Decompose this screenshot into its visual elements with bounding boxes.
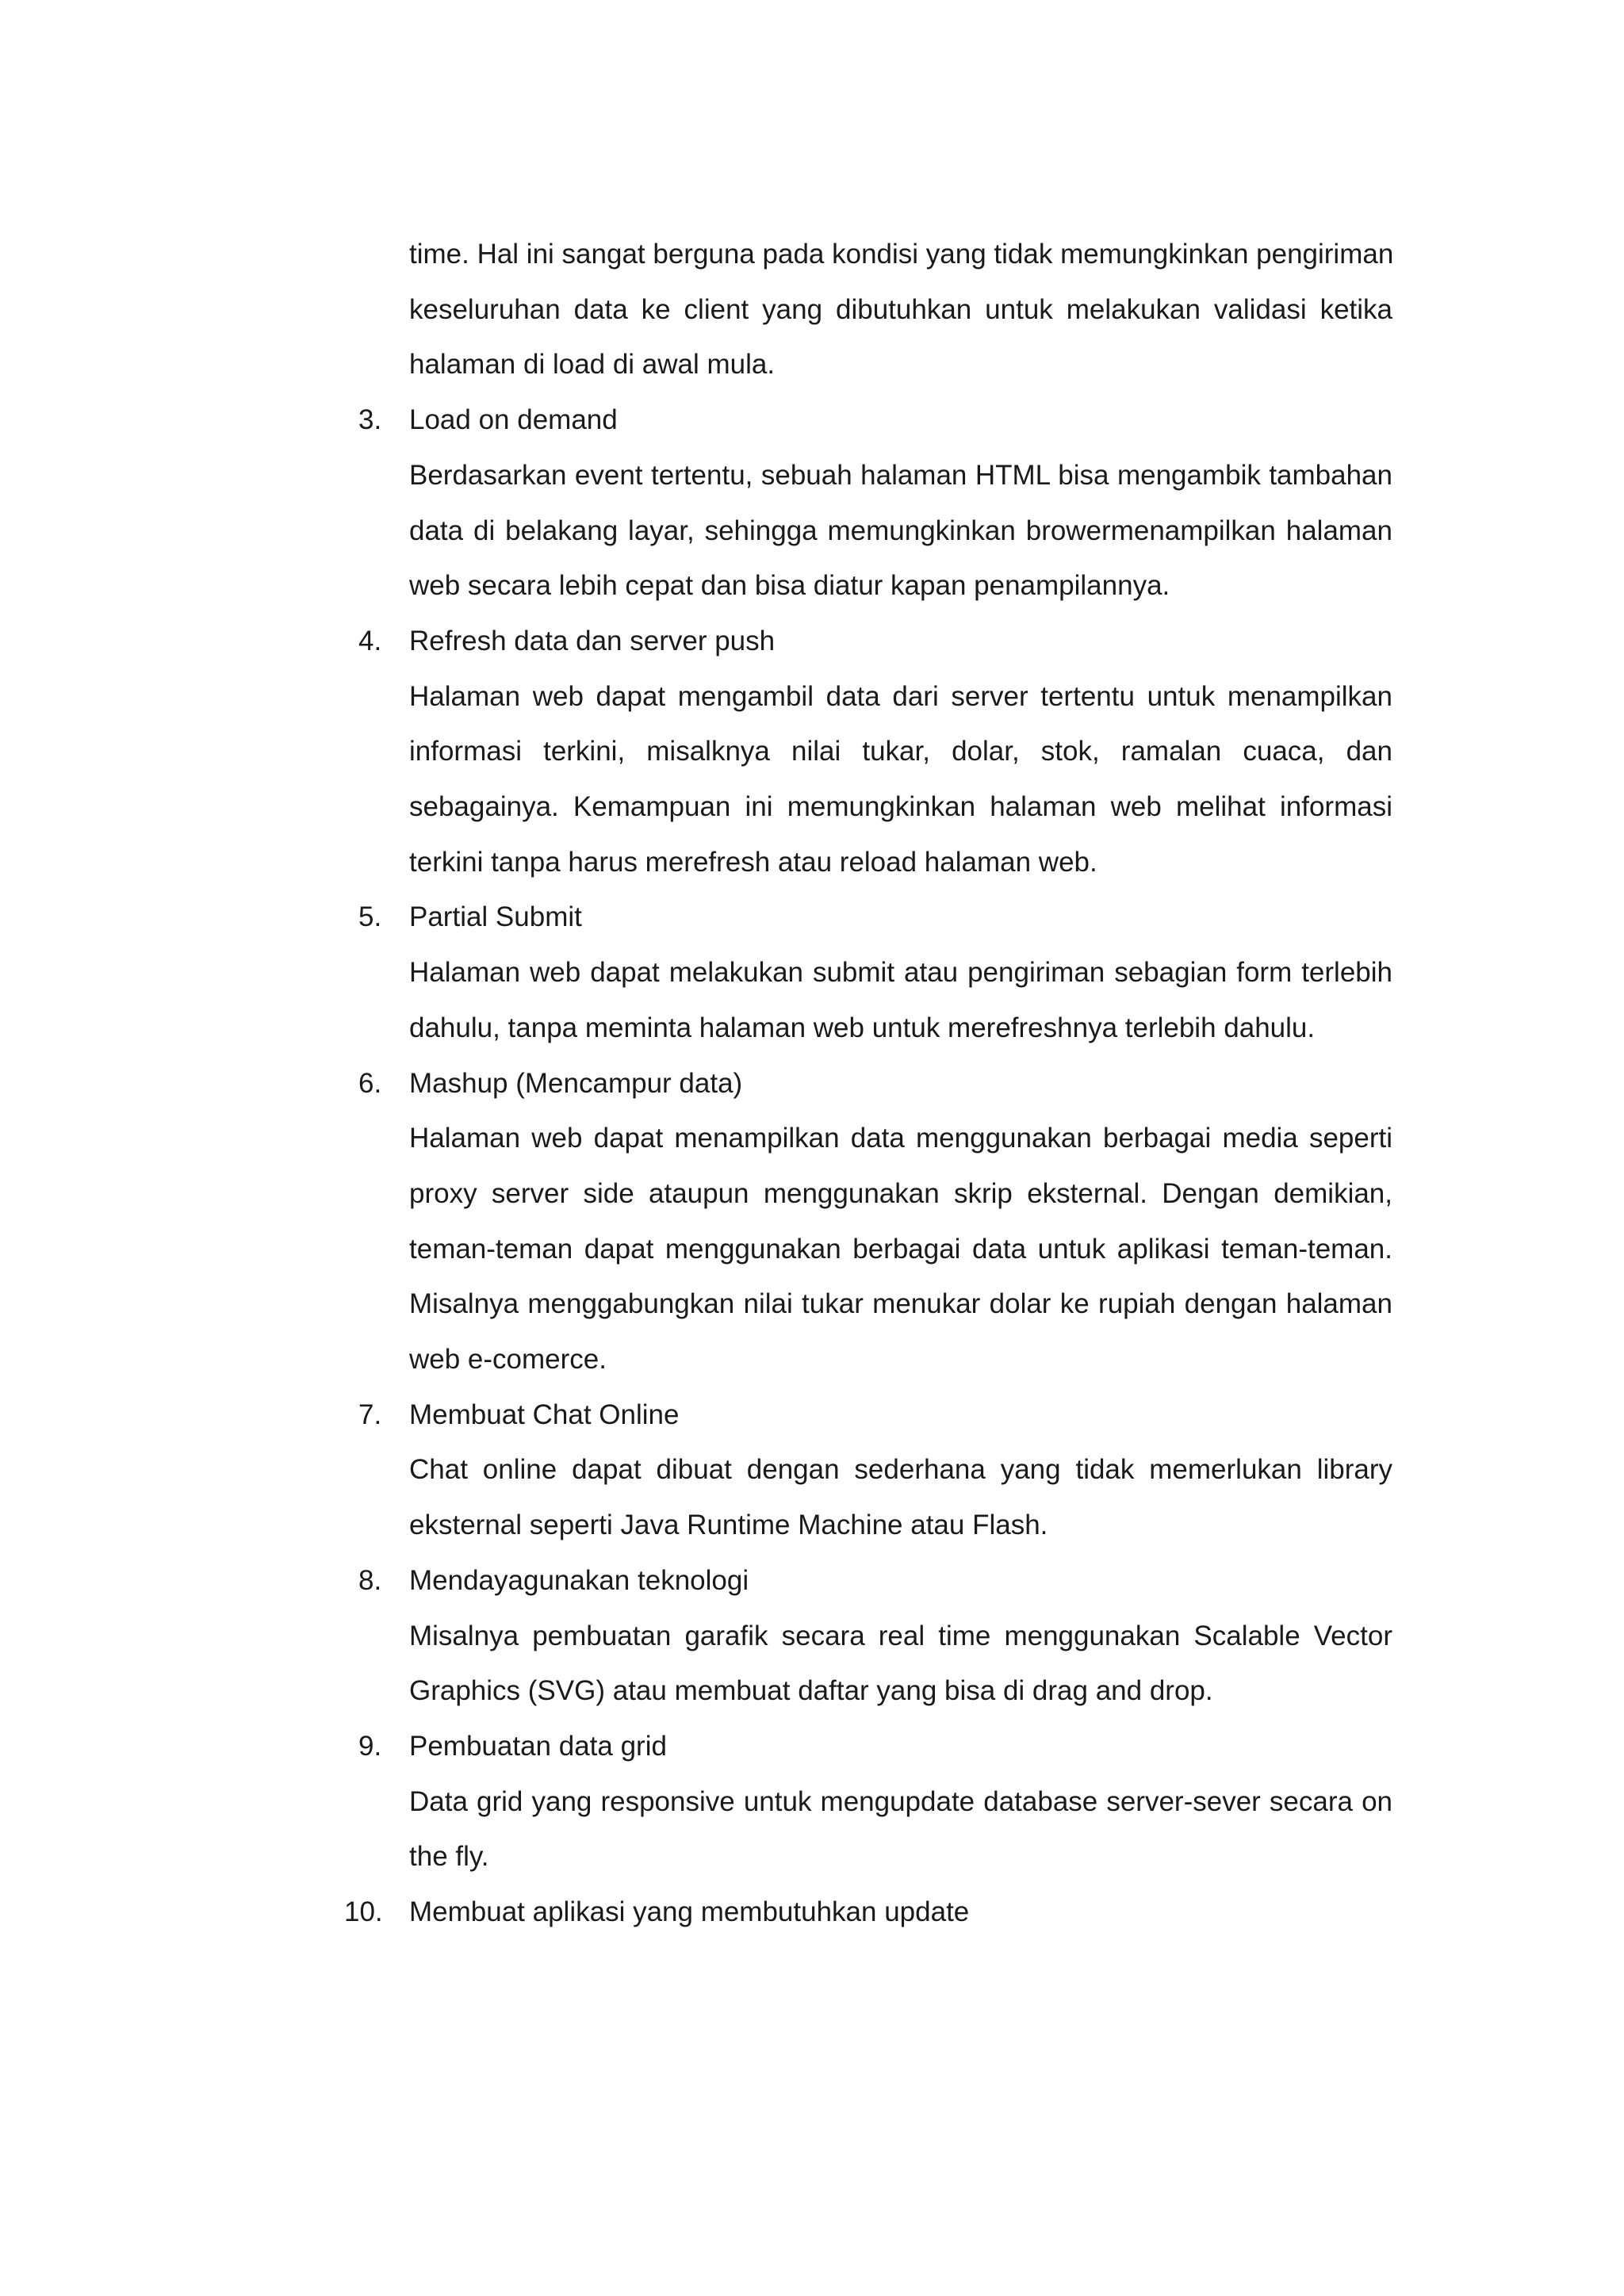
paragraph-line: dahulu, tanpa meminta halaman web untuk merefreshnya terlebih dahulu. bbox=[409, 1012, 1316, 1043]
list-item-title: Refresh data dan server push bbox=[409, 626, 776, 656]
list-item-number: 6. bbox=[358, 1068, 382, 1099]
list-item-title: Membuat aplikasi yang membutuhkan update bbox=[409, 1896, 970, 1927]
list-item-title: Mendayagunakan teknologi bbox=[409, 1565, 749, 1596]
paragraph-line: terkini tanpa harus merefresh atau reload halaman web. bbox=[409, 847, 1097, 878]
list-item-title: Mashup (Mencampur data) bbox=[409, 1068, 743, 1099]
list-item-number: 8. bbox=[358, 1565, 382, 1596]
paragraph-line: Halaman web dapat mengambil data dari server tertentu untuk menampilkan bbox=[409, 681, 1392, 712]
list-item-number: 4. bbox=[358, 626, 382, 656]
list-item-number: 10. bbox=[344, 1896, 383, 1927]
paragraph-line: Misalnya pembuatan garafik secara real time menggunakan Scalable Vector bbox=[409, 1621, 1392, 1651]
paragraph-line: Data grid yang responsive untuk mengupdate database server-sever secara on bbox=[409, 1786, 1392, 1817]
paragraph-line: data di belakang layar, sehingga memungkinkan browermenampilkan halaman bbox=[409, 515, 1392, 546]
paragraph-line: Chat online dapat dibuat dengan sederhana yang tidak memerlukan library bbox=[409, 1454, 1392, 1485]
list-item-title: Membuat Chat Online bbox=[409, 1399, 680, 1430]
paragraph-line: teman-teman dapat menggunakan berbagai data untuk aplikasi teman-teman. bbox=[409, 1234, 1392, 1265]
paragraph-line: Halaman web dapat menampilkan data menggunakan berbagai media seperti bbox=[409, 1123, 1392, 1154]
list-item-title: Load on demand bbox=[409, 404, 618, 435]
paragraph-line: informasi terkini, misalknya nilai tukar, dolar, stok, ramalan cuaca, dan bbox=[409, 736, 1392, 767]
paragraph-line: Graphics (SVG) atau membuat daftar yang bisa di drag and drop. bbox=[409, 1675, 1213, 1706]
paragraph-line: Berdasarkan event tertentu, sebuah halaman HTML bisa mengambik tambahan bbox=[409, 460, 1392, 491]
paragraph-line: eksternal seperti Java Runtime Machine atau Flash. bbox=[409, 1510, 1048, 1540]
paragraph-line: sebagainya. Kemampuan ini memungkinkan halaman web melihat informasi bbox=[409, 791, 1392, 822]
list-item-title: Pembuatan data grid bbox=[409, 1731, 667, 1762]
paragraph-line: proxy server side ataupun menggunakan skrip eksternal. Dengan demikian, bbox=[409, 1178, 1392, 1209]
paragraph-line: halaman di load di awal mula. bbox=[409, 349, 776, 380]
list-item-number: 3. bbox=[358, 404, 382, 435]
paragraph-line: keseluruhan data ke client yang dibutuhkan untuk melakukan validasi ketika bbox=[409, 294, 1392, 325]
paragraph-line: time. Hal ini sangat berguna pada kondisi yang tidak memungkinkan pengiriman bbox=[409, 239, 1394, 270]
paragraph-line: Misalnya menggabungkan nilai tukar menukar dolar ke rupiah dengan halaman bbox=[409, 1288, 1392, 1319]
list-item-number: 5. bbox=[358, 901, 382, 932]
list-item-number: 9. bbox=[358, 1731, 382, 1762]
paragraph-line: Halaman web dapat melakukan submit atau pengiriman sebagian form terlebih bbox=[409, 957, 1392, 988]
list-item-number: 7. bbox=[358, 1399, 382, 1430]
paragraph-line: web secara lebih cepat dan bisa diatur kapan penampilannya. bbox=[409, 570, 1170, 601]
list-item-title: Partial Submit bbox=[409, 901, 582, 932]
paragraph-line: web e-comerce. bbox=[409, 1344, 607, 1375]
paragraph-line: the fly. bbox=[409, 1841, 489, 1872]
